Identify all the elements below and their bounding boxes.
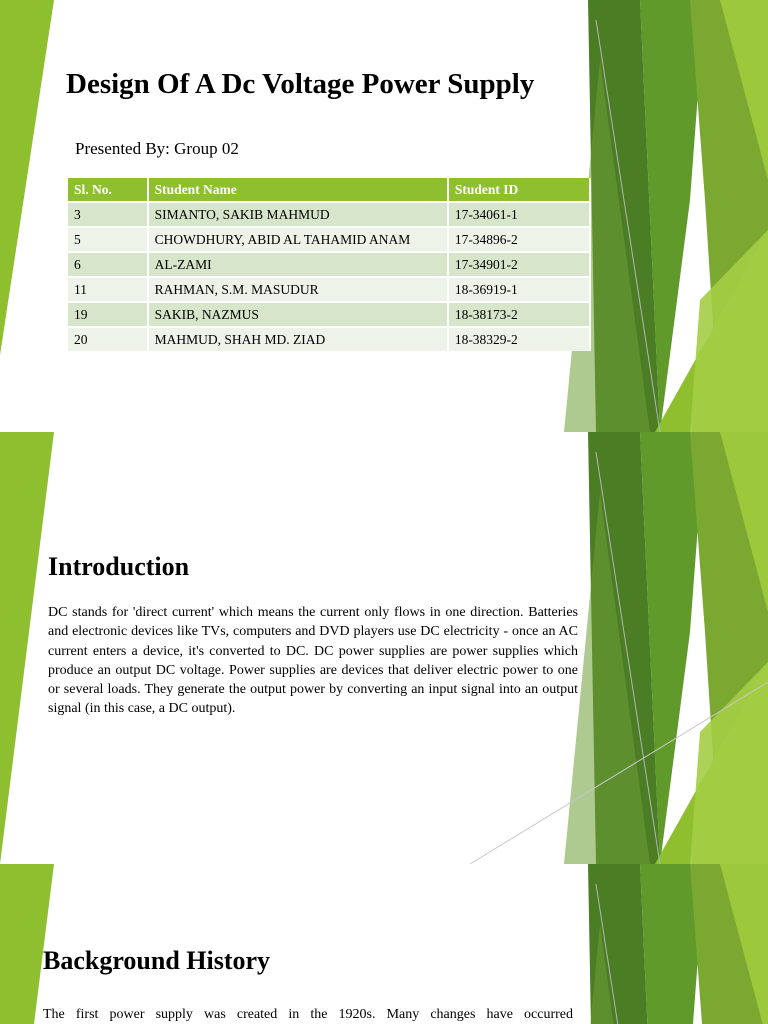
cell-sl-no: 20 <box>68 327 148 351</box>
cell-student-name: AL-ZAMI <box>148 252 448 277</box>
cell-student-name: SAKIB, NAZMUS <box>148 302 448 327</box>
introduction-heading: Introduction <box>48 552 190 581</box>
table-row <box>68 252 590 277</box>
cell-student-name: RAHMAN, S.M. MASUDUR <box>148 277 448 302</box>
table-row <box>68 302 590 327</box>
slide-background-history <box>0 864 768 1024</box>
header-student-id: Student ID <box>448 178 590 202</box>
cell-sl-no: 3 <box>68 202 148 227</box>
background-history-heading: Background History <box>43 946 271 975</box>
cell-sl-no: 5 <box>68 227 148 252</box>
header-sl-no: Sl. No. <box>68 178 148 202</box>
table-header-row <box>68 178 590 202</box>
cell-student-name: MAHMUD, SHAH MD. ZIAD <box>148 327 448 351</box>
introduction-body: DC stands for 'direct current' which means the current only flows in one direction. Batteries and electronic devices like TVs, computers and DVD players use DC electricity - once an AC current enters a device, it's converted to DC. DC power supplies are power supplies which produce an output DC voltage. Power supplies are devices that deliver electric power to one or several loads. They generate the output power by converting an input signal into an output signal (in this case, a DC output). <box>48 605 578 717</box>
background-history-body: The first power supply was created in the 1920s. Many changes have occurred <box>43 1007 573 1022</box>
slide-introduction <box>0 432 768 864</box>
cell-student-name: SIMANTO, SAKIB MAHMUD <box>148 202 448 227</box>
cell-student-name: CHOWDHURY, ABID AL TAHAMID ANAM <box>148 227 448 252</box>
cell-student-id: 18-36919-1 <box>448 277 590 302</box>
student-table <box>68 178 591 351</box>
cell-student-id: 18-38173-2 <box>448 302 590 327</box>
cell-sl-no: 11 <box>68 277 148 302</box>
cell-sl-no: 6 <box>68 252 148 277</box>
cell-sl-no: 19 <box>68 302 148 327</box>
slide-title-heading: Design Of A Dc Voltage Power Supply <box>66 68 535 100</box>
cell-student-id: 17-34061-1 <box>448 202 590 227</box>
cell-student-id: 17-34901-2 <box>448 252 590 277</box>
header-student-name: Student Name <box>148 178 448 202</box>
table-row <box>68 202 590 227</box>
table-row <box>68 327 590 351</box>
table-row <box>68 277 590 302</box>
table-row <box>68 227 590 252</box>
cell-student-id: 18-38329-2 <box>448 327 590 351</box>
presented-by-text: Presented By: Group 02 <box>75 139 239 158</box>
slide-title <box>0 0 768 432</box>
green-geometric-decoration <box>0 864 768 1024</box>
cell-student-id: 17-34896-2 <box>448 227 590 252</box>
